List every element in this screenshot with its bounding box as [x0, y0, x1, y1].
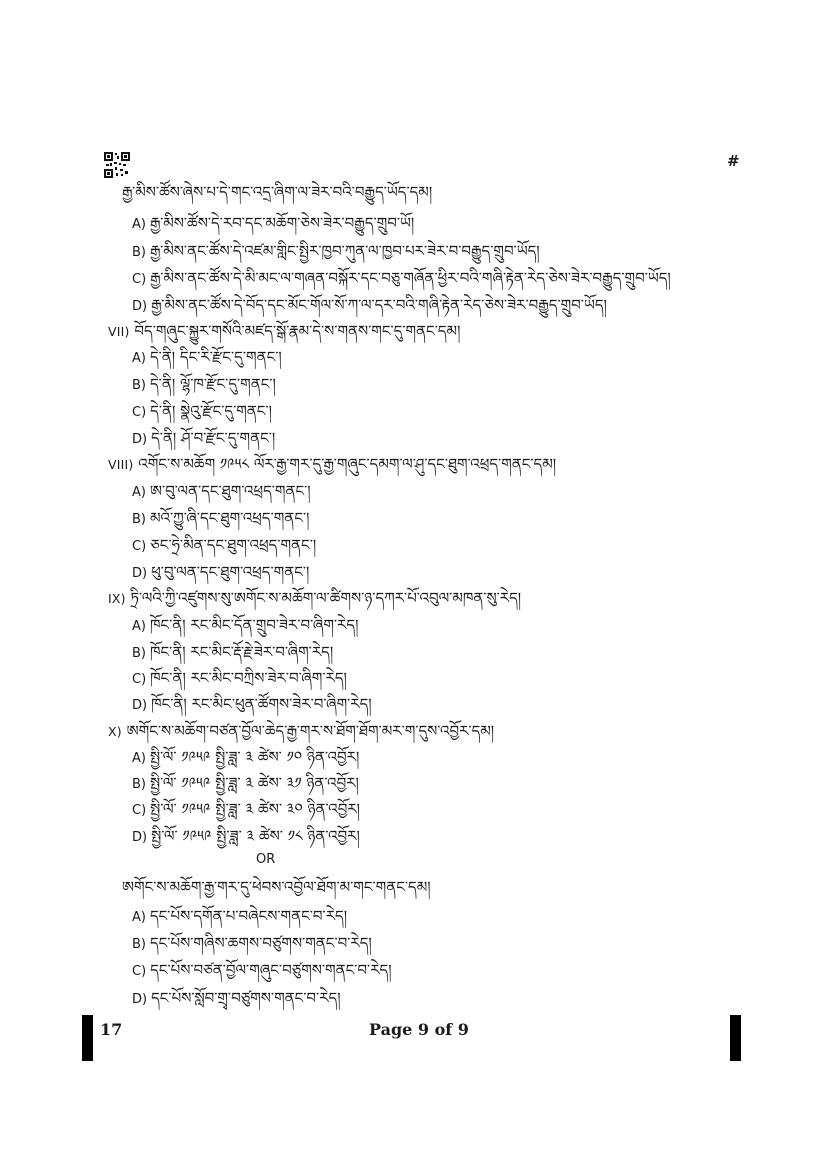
option-letter: D) — [132, 992, 148, 1007]
option-a — [132, 905, 347, 927]
question-number: VIII) — [108, 457, 134, 472]
option-text: སྤྱི་ལོ་ ༡༩༥༩ སྤྱི་ཟླ་ ༣ ཚེས་ ༣༡ ཉིན་འབྱོར། — [150, 774, 359, 792]
question-9-stem — [108, 587, 521, 609]
option-letter: A) — [132, 485, 146, 500]
option-letter: B) — [132, 512, 146, 527]
option-d — [132, 987, 341, 1009]
question-text: བོད་གཞུང་སྐྱུར་གསོའི་མཛད་སྒོ་རྣམ་དེ་ས་གནས་གང་དུ་གནང་དམ། — [134, 322, 461, 340]
question-text: ཨགོང་ས་མཆོག་བཙན་བྱོལ་ཆེད་རྒྱ་གར་ས་ཐོག་ཐོག་མར་ག་དུས་འབྱོར་དམ། — [126, 722, 495, 740]
question-number: X) — [108, 724, 122, 739]
option-c — [132, 667, 347, 689]
option-text: མའོ་ཀྱུ་ཞི་དང་ཐུག་འཕྲད་གནང་། — [150, 509, 310, 527]
option-d — [132, 825, 360, 847]
option-b — [132, 932, 372, 954]
option-text: དང་པོས་སློབ་གྲྭ་བཙུགས་གནང་བ་རེད། — [151, 989, 341, 1007]
option-letter: B) — [132, 378, 146, 393]
page-marker: # — [727, 152, 740, 170]
option-b — [132, 240, 540, 262]
option-a — [132, 346, 282, 368]
qr-code-icon — [104, 152, 130, 178]
option-c — [132, 959, 392, 981]
option-letter: A) — [132, 619, 146, 634]
option-text: སྤྱི་ལོ་ ༡༩༥༩ སྤྱི་ཟླ་ ༣ ཚེས་ ༡༠ ཉིན་འབྱོར། — [149, 748, 360, 766]
option-letter: C) — [132, 672, 147, 687]
option-b — [132, 373, 276, 395]
option-letter: B) — [132, 937, 146, 952]
option-text: རྒྱ་མིས་ཚོས་དེ་རབ་དང་མཆོག་ཅེས་ཟེར་བརྒྱུད་གྲུབ་ཡོ། — [149, 214, 415, 232]
question-10-stem — [108, 720, 494, 742]
option-letter: C) — [132, 964, 147, 979]
option-text: ཁོང་ནི། རང་མིང་ཕུན་ཚོགས་ཟེར་བ་ཞིག་རེད། — [151, 695, 372, 713]
question-text: འགོང་ས་མཆོག ༡༩༥༨ ལོར་རྒྱ་གར་དུ་རྒྱ་གཞུང་དམག་ལ་ཤུ་དང་ཐུག་འཕྲད་གནང་དམ། — [138, 455, 557, 473]
question-number: VII) — [108, 324, 130, 339]
option-text: ཁོང་ནི། རང་མིང་བཀྲིས་ཟེར་བ་ཞིག་རེད། — [150, 669, 347, 687]
question-text: ཏྲི་ལའི་ཀྱི་འཛུགས་སུ་ཨགོང་ས་མཆོག་ལ་ཚིགས་ཉ་དཀར་པོ་འབུལ་མཁན་སུ་རེད། — [130, 589, 522, 607]
paper-code: 17 — [100, 1020, 123, 1039]
option-c — [132, 267, 671, 289]
or-divider: OR — [256, 852, 276, 867]
option-c — [132, 400, 272, 422]
option-letter: D) — [132, 299, 148, 314]
option-letter: B) — [132, 245, 146, 260]
option-text: ཁོང་ནི། རང་མིང་དོན་གྲུབ་ཟེར་བ་ཞིག་རེད། — [149, 616, 359, 634]
option-letter: A) — [132, 217, 146, 232]
option-b — [132, 641, 333, 663]
option-letter: D) — [132, 432, 148, 447]
option-letter: A) — [132, 351, 146, 366]
option-c — [132, 534, 316, 556]
option-a — [132, 480, 311, 502]
option-text: ཨ་བུ་ལན་དང་ཐུག་འཕྲད་གནང་། — [149, 482, 311, 500]
option-letter: B) — [132, 646, 146, 661]
option-text: དེ་ནི། ཤོ་བ་རྫོང་དུ་གནང་། — [151, 429, 276, 447]
option-text: ཕུ་བུ་ལན་དང་ཐུག་འཕྲད་གནང་། — [151, 563, 310, 581]
option-d — [132, 294, 607, 316]
option-letter: D) — [132, 830, 148, 845]
option-letter: D) — [132, 566, 148, 581]
option-text: སྤྱི་ལོ་ ༡༩༥༩ སྤྱི་ཟླ་ ༣ ཚེས་ ༡༨ ཉིན་འབྱོར། — [151, 827, 360, 845]
option-d — [132, 693, 372, 715]
question-8-stem — [108, 453, 556, 475]
option-letter: A) — [132, 910, 146, 925]
option-letter: C) — [132, 405, 147, 420]
question-stem: རྒྱ་མིས་ཚོས་ཞེས་པ་དེ་གང་འདྲ་ཞིག་ལ་ཟེར་བའི་བརྒྱུད་ཡོད་དམ། — [122, 183, 433, 201]
option-text: རྒྱ་མིས་ནང་ཚོས་དེ་མི་མང་ལ་གཞན་བསྐོར་དང་བཅུ་གཞོན་ཕྱིར་བའི་གཞི་རྟེན་རེད་ཅེས་ཟེར་བརྒྱུད་གྲུབ་ཡོད། — [150, 269, 671, 287]
option-text: རྒྱ་མིས་ནང་ཚོས་དེ་བོད་དང་མོང་གོལ་སོ་ཀ་ལ་དར་བའི་གཞི་རྟེན་རེད་ཅེས་ཟེར་བརྒྱུད་གྲུབ་ཡོད། — [151, 296, 607, 314]
question-number: IX) — [108, 591, 126, 606]
option-text: དེ་ནི། དིང་རི་རྫོང་དུ་གནང་། — [149, 348, 282, 366]
option-letter: D) — [132, 698, 148, 713]
option-text: རྒྱ་མིས་ནང་ཚོས་དེ་འཛམ་གླིང་སྤྱིར་ཁྱབ་ཀུན་ལ་ཁྱབ་པར་ཟེར་བ་བརྒྱུད་གྲུབ་ཡོད། — [150, 242, 540, 260]
option-letter: C) — [132, 803, 147, 818]
option-b — [132, 772, 359, 794]
option-d — [132, 427, 275, 449]
alternate-question-stem: ཨགོང་ས་མཆོག་རྒྱ་གར་དུ་ཕེབས་འབྱོལ་ཐོག་མ་གང་གནང་དམ། — [122, 878, 431, 896]
option-letter: A) — [132, 751, 146, 766]
question-7-stem — [108, 320, 460, 342]
option-letter: B) — [132, 777, 146, 792]
option-a — [132, 212, 414, 234]
option-letter: C) — [132, 539, 147, 554]
option-text: ཅང་ཧྲེ་མིན་དང་ཐུག་འཕྲད་གནང་། — [150, 536, 317, 554]
option-text: སྤྱི་ལོ་ ༡༩༥༩ སྤྱི་ཟླ་ ༣ ཚེས་ ༣༠ ཉིན་འབྱོར། — [150, 800, 360, 818]
option-b — [132, 507, 309, 529]
option-letter: C) — [132, 272, 147, 287]
footer-left-bar — [82, 1015, 93, 1061]
option-c — [132, 798, 360, 820]
option-a — [132, 746, 359, 768]
option-a — [132, 614, 358, 636]
option-text: དེ་ནི། སྣེའུ་རྫོང་དུ་གནང་། — [150, 402, 272, 420]
option-text: ཁོང་ནི། རང་མིང་རྡོ་རྗེ་ཟེར་བ་ཞིག་རེད། — [150, 643, 334, 661]
option-text: དང་པོས་གཞིས་ཆགས་བཙུགས་གནང་བ་རེད། — [150, 934, 372, 952]
option-text: དང་པོས་བཙན་བྱོལ་གཞུང་བཙུགས་གནང་བ་རེད། — [150, 961, 392, 979]
option-d — [132, 561, 309, 583]
option-text: དང་པོས་དགོན་པ་བཞེངས་གནང་བ་རེད། — [149, 907, 348, 925]
option-text: དེ་ནི། ལྷོ་ཁ་རྫོང་དུ་གནང་། — [150, 375, 276, 393]
page-number: Page 9 of 9 — [369, 1020, 469, 1039]
footer-right-bar — [730, 1015, 741, 1061]
